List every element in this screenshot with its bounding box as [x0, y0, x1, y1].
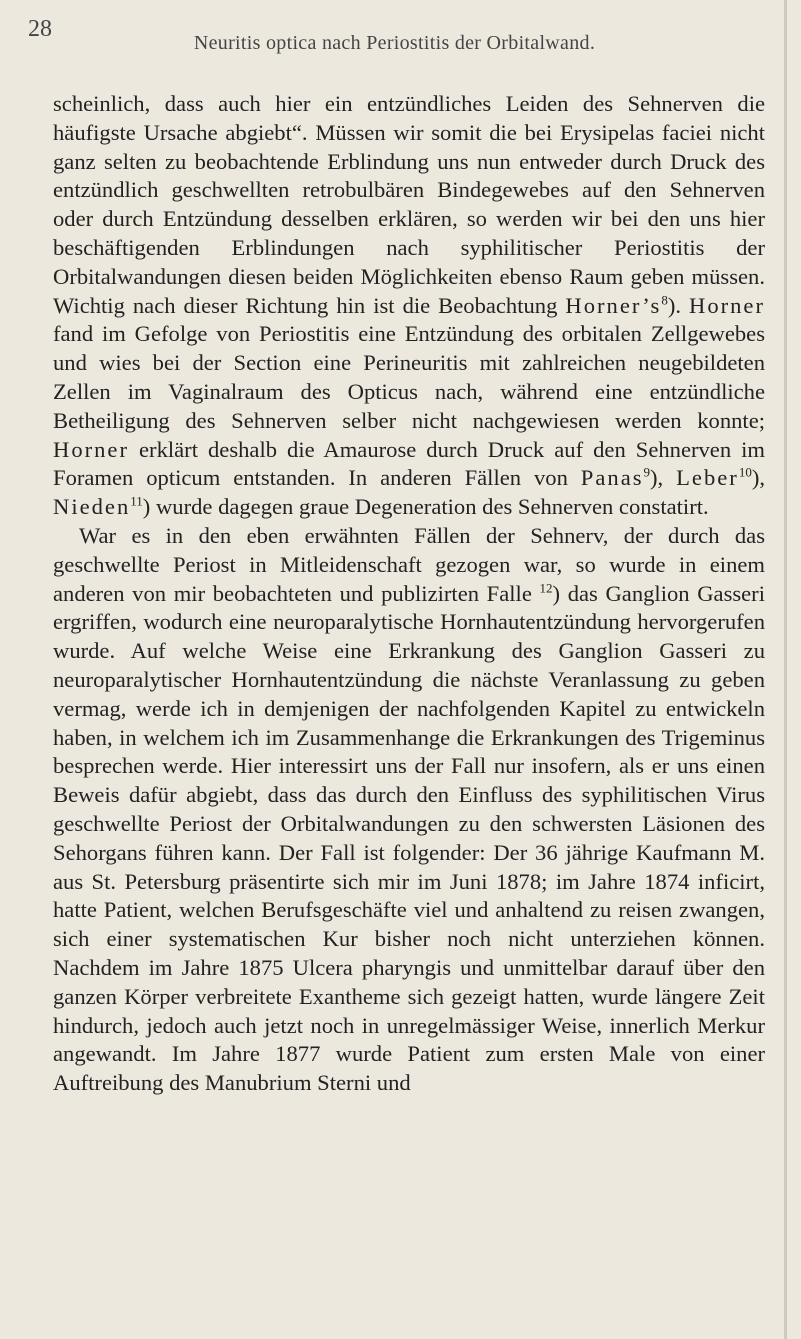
text-run: erklärt deshalb die Amaurose durch Druck auf den Sehnerven im Foramen opticum entstanden. In anderen Fällen von — [53, 436, 765, 491]
text-run: War es in den eben erwähnten Fällen der Sehnerv, der durch das geschwellte Periost in Mitleidenschaft gezogen war, so wurde in einem anderen von mir beobachteten und publizirten Falle — [53, 522, 765, 606]
author-name: Leber — [676, 465, 739, 491]
author-name: Panas — [580, 465, 644, 491]
footnote-ref: 12 — [539, 580, 553, 596]
author-name: Horner — [689, 292, 765, 318]
paragraph-2 — [53, 522, 765, 1098]
page-edge-shadow — [784, 0, 787, 1339]
text-run: fand im Gefolge von Periostitis eine Entzündung des orbitalen Zellgewebes und wies bei der Section eine Perineuritis mit zahlreichen neugebildeten Zellen im Vaginalraum des Opticus nach, während eine entzündliche Betheiligung des Sehnerven selber nicht nachgewiesen werden konnte; — [53, 321, 765, 433]
footnote-ref: 10 — [738, 464, 752, 480]
body-text — [53, 90, 765, 1098]
page-number: 28 — [28, 16, 52, 42]
text-run: ), — [751, 465, 765, 491]
author-name: Horner’s — [565, 292, 662, 318]
text-run: ), — [650, 465, 677, 491]
footnote-ref: 11 — [130, 493, 143, 509]
text-run: ) das Ganglion Gasseri ergriffen, wodurch eine neuroparalytische Hornhautentzündung hervorgerufen wurde. Auf welche Weise eine Erkrankung des Ganglion Gasseri zu neuroparalytischer Hornhautentzündung die nächste Veranlassung zu geben vermag, werde ich in demjenigen der nachfolgenden Kapitel zu entwickeln haben, in welchem ich im Zusammenhange die Erkrankungen des Trigeminus besprechen werde. Hier interessirt uns der Fall nur insofern, als er uns einen Beweis dafür abgiebt, dass das durch den Einfluss des syphilitischen Virus geschwellte Periost der Orbitalwandungen zu den schwersten Läsionen des Sehorgans führen kann. Der Fall ist folgender: Der 36 jährige Kaufmann M. aus St. Petersburg präsentirte sich mir im Juni 1878; im Jahre 1874 inficirt, hatte Patient, welchen Berufsgeschäfte viel und anhaltend zu reisen zwangen, sich einer systematischen Kur bisher noch nicht unterziehen können. Nachdem im Jahre 1875 Ulcera pharyngis und unmittelbar darauf über den ganzen Körper verbreitete Exantheme sich gezeigt hatten, wurde längere Zeit hindurch, jedoch auch jetzt noch in unregelmässiger Weise, innerlich Merkur angewandt. Im Jahre 1877 wurde Patient zum ersten Male von einer Auftreibung des Manubrium Sterni und — [53, 580, 765, 1096]
text-run: ). — [667, 292, 689, 318]
author-name: Horner — [53, 436, 129, 462]
text-run: ) wurde dagegen graue Degeneration des Sehnerven constatirt. — [142, 494, 709, 520]
text-run: scheinlich, dass auch hier ein entzündliches Leiden des Sehnerven die häufigste Ursache abgiebt“. Müssen wir somit die bei Erysipelas faciei nicht ganz selten zu beobachtende Erblindung uns nun entweder durch Druck des entzündlich geschwellten retrobulbären Bindegewebes auf den Sehnerven oder durch Entzündung desselben erklären, so werden wir bei den uns hier beschäftigenden Erblindungen nach syphilitischer Periostitis der Orbitalwandungen diesen beiden Möglichkeiten ebenso Raum geben müssen. Wichtig nach dieser Richtung hin ist die Beobachtung — [53, 91, 765, 318]
page-header — [28, 14, 761, 54]
running-title: Neuritis optica nach Periostitis der Orbitalwand. — [193, 32, 596, 54]
footnote-ref: 9 — [643, 464, 651, 480]
author-name: Nieden — [53, 494, 131, 520]
paragraph-1 — [53, 90, 765, 522]
footnote-ref: 8 — [661, 292, 668, 308]
